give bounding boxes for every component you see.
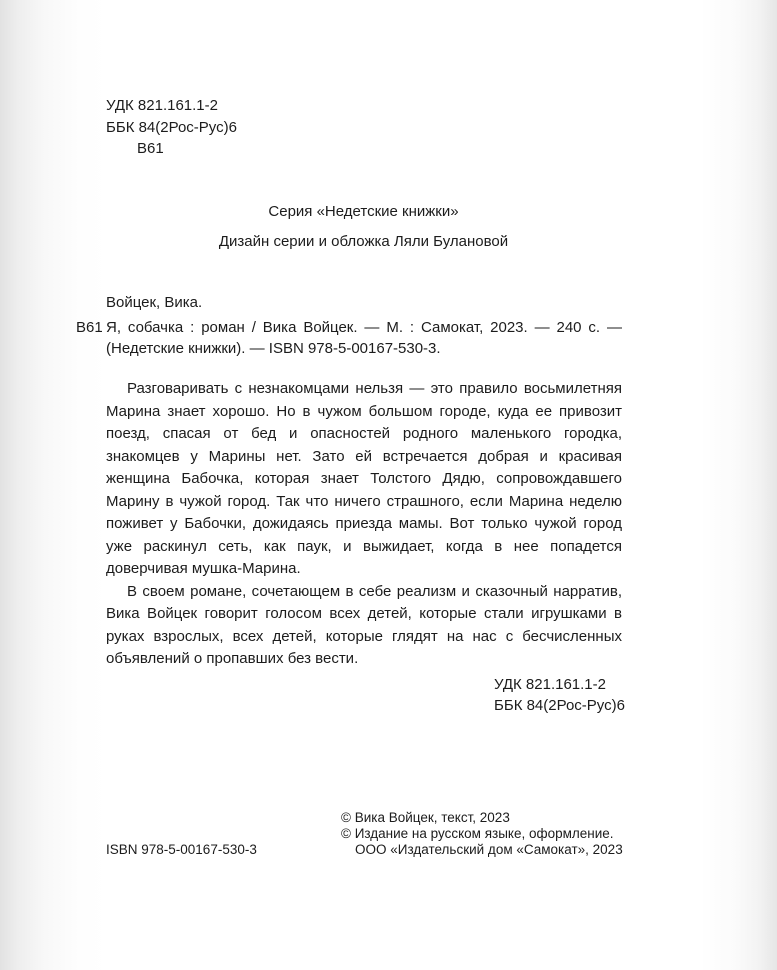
bibliographic-description: Я, собачка : роман / Вика Войцек. — М. : Самокат, 2023. — 240 с. — (Недетские книжки). — ISBN 978-5-00167-530-3. [106,319,622,357]
annotation [106,378,622,671]
udk-code-bottom: УДК 821.161.1-2 [494,676,606,693]
annotation-paragraph-2: В своем романе, сочетающем в себе реализм и сказочный нарратив, Вика Войцек говорит голосом всех детей, которые стали игрушками в руках взрослых, всех детей, которые глядят на нас с бесчисленных объявлений о пропавших без вести. [106,582,622,667]
bbk-code-bottom: ББК 84(2Рос-Рус)6 [494,697,625,714]
copyright-publisher: ООО «Издательский дом «Самокат», 2023 [355,842,623,857]
bibliographic-code: В61 [76,319,103,336]
bibliographic-author: Войцек, Вика. [106,294,203,311]
annotation-paragraph-1: Разговаривать с незнакомцами нельзя — это правило восьмилетняя Марина знает хорошо. Но в чужом большом городе, куда ее привозит поезд, спасая от бед и опасностей родного маленького городка, знакомцев у Марины нет. Зато ей встречается добрая и красивая женщина Бабочка, которая знает Толстого Дядю, сопровождавшего Марину в чужой город. Так что ничего страшного, если Марина неделю поживет у Бабочки, дожидаясь приезда мамы. Вот только чужой город уже раскинул сеть, как паук, и выжидает, когда в нее попадется доверчивая мушка-Марина. [106,380,622,577]
series-design-credit: Дизайн серии и обложка Ляли Булановой [218,233,509,250]
udk-code-top: УДК 821.161.1-2 [106,97,218,114]
copyright-text: © Вика Войцек, текст, 2023 [341,810,510,825]
isbn: ISBN 978-5-00167-530-3 [106,842,257,857]
series-title: Серия «Недетские книжки» [268,203,459,220]
bbk-code-top: ББК 84(2Рос-Рус)6 [106,119,237,136]
copyright-edition: © Издание на русском языке, оформление. [341,826,614,841]
author-sign-top: В61 [137,140,164,157]
